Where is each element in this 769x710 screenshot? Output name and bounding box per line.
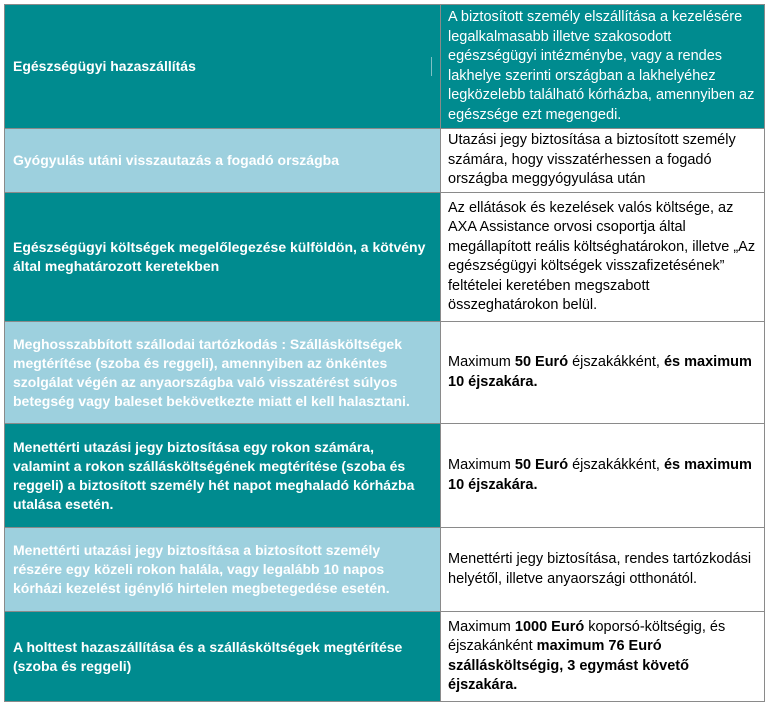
benefit-label: Egészségügyi költségek megelőlegezése külföldön, a kötvény által meghatározott keretekben (13, 239, 426, 274)
detail-part: éjszakákként, (568, 354, 664, 370)
detail-cell (441, 322, 765, 424)
detail-text (448, 456, 757, 495)
detail-cell (441, 5, 765, 129)
detail-limit: maximum 76 Euró szállásköltségig, 3 egymást követő éjszakára. (448, 638, 689, 693)
detail-cell (441, 424, 765, 528)
detail-text: Az ellátások és kezelések valós költsége, az AXA Assistance orvosi csoportja által megállapított reális költséghatárokon, illetve „Az egészségügyi költségek visszafizetésének” feltételei keretében megszabott összeghatárokon belül. (448, 199, 756, 313)
detail-part: Maximum (448, 618, 515, 635)
coverage-table (4, 4, 765, 702)
detail-text (448, 353, 757, 392)
detail-amount: 1000 Euró (514, 618, 585, 635)
table-row (5, 528, 765, 612)
table-row (5, 424, 765, 528)
benefit-cell (5, 129, 441, 193)
detail-part: koporsó-költségig, és éjszakánként (448, 618, 726, 654)
detail-limit: és maximum 10 éjszakára. (448, 354, 752, 390)
detail-part: éjszakákként, (568, 457, 664, 473)
detail-part: Maximum (448, 354, 515, 370)
table-row (5, 612, 765, 702)
detail-text: Utazási jegy biztosítása a biztosított személy számára, hogy visszatérhessen a fogadó országba meggyógyulása után (448, 132, 736, 188)
detail-text: A biztosított személy elszállítása a kezelésére legalkalmasabb illetve szakosodott egészségügyi intézménybe, vagy a rendes lakhelye szerinti országban a lakhelyéhez legközelebb található kórházba, amennyiben az egészsége ezt megengedi. (448, 9, 755, 123)
benefit-cell (5, 322, 441, 424)
benefit-cell (5, 612, 441, 702)
detail-cell (441, 129, 765, 193)
benefit-cell (5, 193, 441, 322)
benefit-label: Meghosszabbított szállodai tartózkodás : Szállásköltségek megtérítése (szoba és reggeli), amennyiben az önkéntes szolgálat végén az anyaországba való visszatérést súlyos betegség vagy baleset bekövetkezte miatt el kell halasztani. (13, 335, 410, 409)
detail-text: Menettérti jegy biztosítása, rendes tartózkodási helyétől, illetve anyaországi otthonától. (448, 551, 752, 587)
detail-amount: 50 Euró (514, 354, 569, 370)
table-row (5, 322, 765, 424)
benefit-label: Gyógyulás utáni visszautazás a fogadó országba (13, 152, 339, 168)
table-row (5, 129, 765, 193)
detail-part: Maximum (448, 457, 515, 473)
benefit-label: A holttest hazaszállítása és a szállásköltségek megtérítése (szoba és reggeli) (13, 638, 403, 674)
table-row (5, 193, 765, 322)
detail-text (448, 618, 757, 696)
benefit-label: Menettérti utazási jegy biztosítása egy rokon számára, valamint a rokon szállásköltségének megtérítése (szoba és reggeli) a biztosított személy hét napot meghaladó kórházba utalása esetén. (13, 438, 415, 512)
detail-limit: és maximum 10 éjszakára. (448, 457, 752, 493)
detail-cell (441, 528, 765, 612)
benefit-cell (5, 528, 441, 612)
benefit-cell (5, 424, 441, 528)
detail-cell (441, 193, 765, 322)
benefit-cell (5, 5, 441, 129)
detail-amount: 50 Euró (514, 457, 569, 473)
benefit-label: Egészségügyi hazaszállítás (13, 57, 432, 76)
detail-cell (441, 612, 765, 702)
table-row (5, 5, 765, 129)
benefit-label: Menettérti utazási jegy biztosítása a biztosított személy részére egy közeli rokon halála, vagy legalább 10 napos kórházi kezelést igénylő hirtelen megbetegedése esetén. (13, 542, 390, 596)
